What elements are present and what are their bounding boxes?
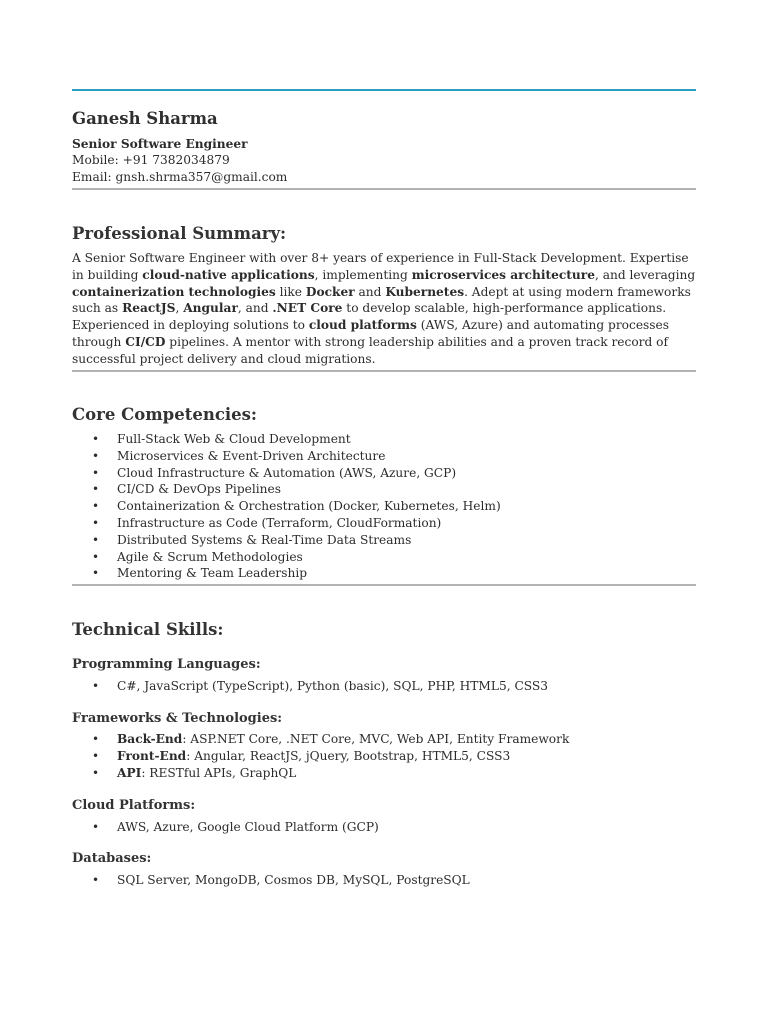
cloud-platforms-heading: Cloud Platforms:: [72, 798, 196, 813]
competencies-heading: Core Competencies:: [72, 405, 258, 424]
list-item: • Agile & Scrum Methodologies: [72, 549, 696, 566]
summary-text: , implementing: [314, 267, 412, 282]
list-item: • Cloud Infrastructure & Automation (AWS, Azure, GCP): [72, 465, 696, 482]
summary-text: like: [275, 284, 306, 299]
programming-languages-heading: Programming Languages:: [72, 657, 261, 672]
item-value: : RESTful APIs, GraphQL: [141, 765, 297, 780]
list-item: • Microservices & Event-Driven Architecture: [72, 448, 696, 465]
cloud-platforms-list: [72, 819, 696, 836]
item-value: : ASP.NET Core, .NET Core, MVC, Web API, Entity Framework: [182, 732, 570, 746]
summary-keyword: CI/CD: [125, 334, 166, 349]
skills-heading: Technical Skills:: [72, 620, 224, 639]
frameworks-list: [72, 731, 696, 781]
list-item: [72, 731, 696, 748]
list-item: [72, 765, 696, 782]
email-line: [72, 169, 287, 186]
summary-text: . Adept at using modern frameworks such as: [72, 284, 691, 316]
summary-text: to develop scalable, high-performance applications. Experienced in deploying solutions to: [72, 301, 667, 333]
item-label: Front-End: [117, 748, 187, 763]
competencies-list: [72, 431, 696, 582]
summary-keyword: containerization technologies: [72, 284, 276, 299]
summary-heading: Professional Summary:: [72, 224, 287, 243]
list-item: • Full-Stack Web & Cloud Development: [72, 431, 696, 448]
summary-keyword: cloud platforms: [308, 318, 417, 333]
frameworks-heading: Frameworks & Technologies:: [72, 711, 283, 726]
list-item: • AWS, Azure, Google Cloud Platform (GCP): [72, 819, 696, 836]
header-accent-rule: [72, 89, 696, 91]
summary-text: , and: [237, 301, 273, 316]
candidate-name: Ganesh Sharma: [72, 109, 218, 128]
summary-text: pipelines. A mentor with strong leadership abilities and a proven track record of successful project delivery and cloud migrations.: [72, 334, 669, 366]
summary-keyword: Angular: [183, 301, 238, 316]
item-label: Back-End: [117, 732, 183, 746]
databases-list: [72, 872, 696, 889]
list-item: • Distributed Systems & Real-Time Data Streams: [72, 532, 696, 549]
list-item: • C#, JavaScript (TypeScript), Python (basic), SQL, PHP, HTML5, CSS3: [72, 678, 696, 695]
summary-separator: [72, 370, 696, 372]
summary-keyword: Docker: [305, 284, 355, 299]
summary-keyword: Kubernetes: [385, 284, 465, 299]
summary-keyword: .NET Core: [272, 301, 343, 316]
list-item: • Mentoring & Team Leadership: [72, 565, 696, 582]
list-item: • CI/CD & DevOps Pipelines: [72, 481, 696, 498]
summary-keyword: cloud-native applications: [142, 267, 315, 282]
summary-keyword: microservices architecture: [411, 267, 595, 282]
databases-heading: Databases:: [72, 851, 152, 866]
summary-text: ,: [175, 301, 184, 316]
list-item: • Containerization & Orchestration (Docker, Kubernetes, Helm): [72, 498, 696, 515]
item-value: : Angular, ReactJS, jQuery, Bootstrap, HTML5, CSS3: [186, 748, 511, 763]
list-item: • SQL Server, MongoDB, Cosmos DB, MySQL, PostgreSQL: [72, 872, 696, 889]
mobile-value: +91 7382034879: [122, 153, 230, 167]
job-title: Senior Software Engineer: [72, 137, 248, 151]
summary-text: , and leveraging: [594, 267, 696, 282]
summary-keyword: ReactJS: [122, 301, 176, 316]
mobile-line: [72, 152, 230, 169]
item-label: API: [117, 765, 142, 780]
summary-text: (AWS, Azure) and automating processes through: [72, 318, 670, 349]
mobile-label: Mobile:: [72, 153, 119, 167]
competencies-separator: [72, 584, 696, 586]
summary-paragraph: [72, 250, 696, 368]
summary-text: A Senior Software Engineer with over 8+ years of experience in Full-Stack Development. Expertise in building: [72, 251, 689, 282]
list-item: • Infrastructure as Code (Terraform, CloudFormation): [72, 515, 696, 532]
programming-languages-list: [72, 678, 696, 695]
email-value: gnsh.shrma357@gmail.com: [115, 170, 288, 184]
email-label: Email:: [72, 170, 112, 184]
header-separator: [72, 188, 696, 190]
list-item: [72, 748, 696, 765]
summary-text: and: [354, 284, 386, 299]
